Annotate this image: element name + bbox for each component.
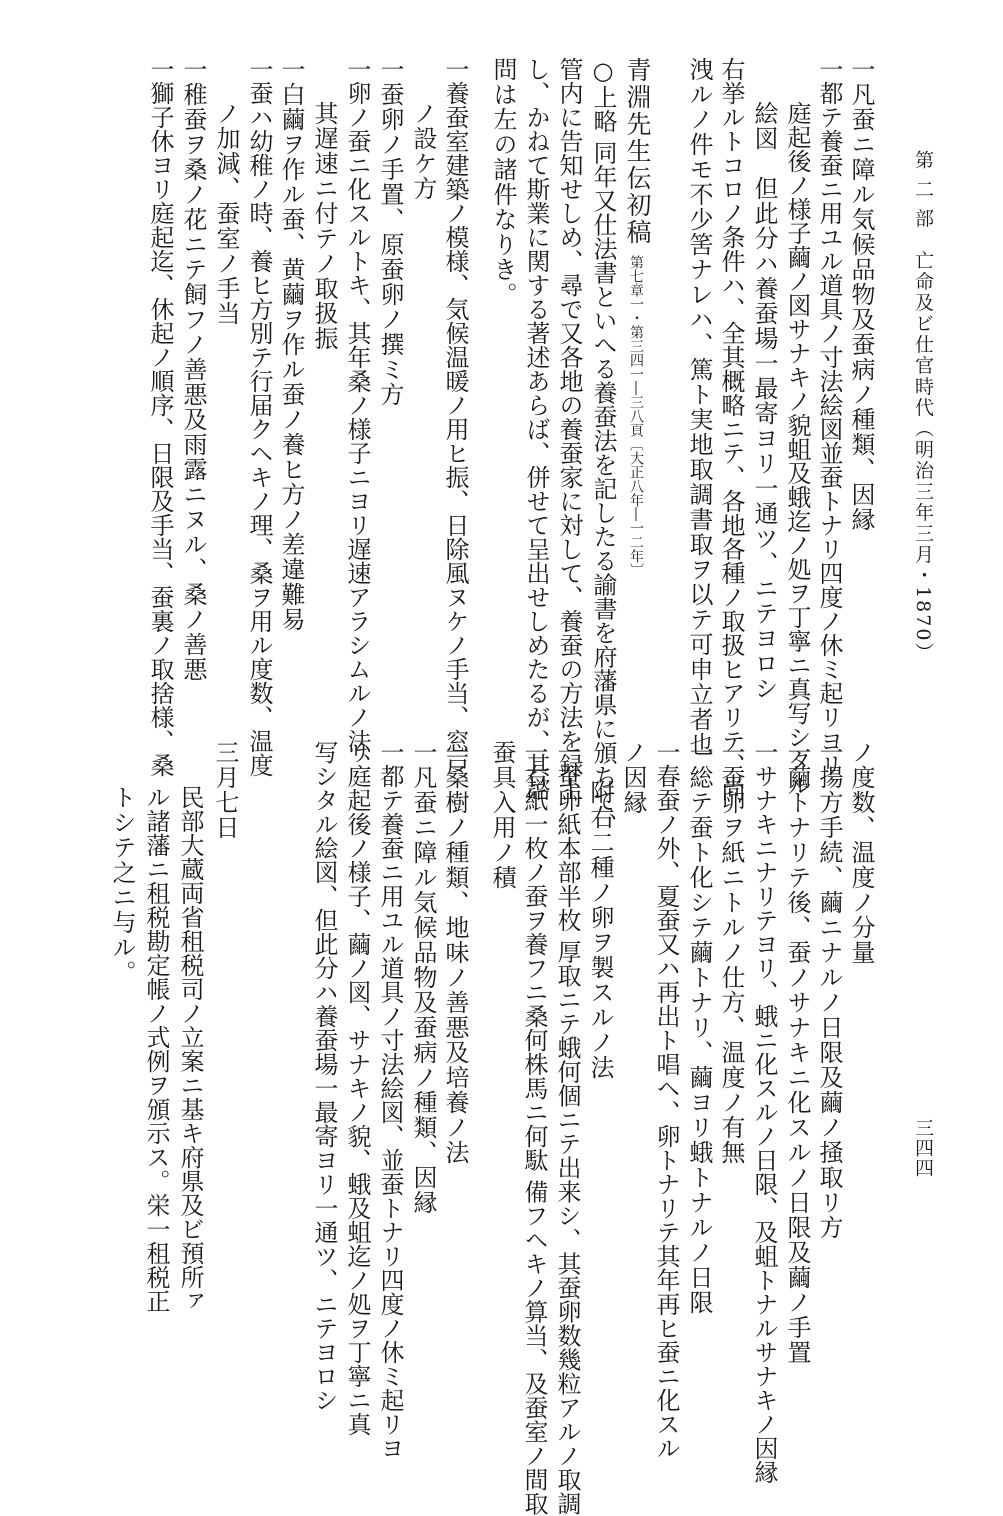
text-column: 一揚方手続、繭ニナルノ日限及繭ノ掻取リ方 [815,740,843,1240]
text-column: 一繭トナリテ後、蚕ノサナキニ化スルノ日限及繭ノ手置 [783,740,811,1365]
text-column: 一稚蚕ヲ桑ノ花ニテ飼フノ善悪及雨露ニヌル、桑ノ善悪 [179,57,207,682]
source-title: 青淵先生伝初稿 [623,57,652,246]
text-column: 洩ルノ件モ不少筈ナレハ、篤ト実地取調書取ヲ以テ可申立者也 [685,57,713,757]
text-column: ノ因縁 [619,740,647,815]
text-column: 一都テ養蚕ニ用ユル道具ノ寸法絵図並蚕トナリ四度ノ休ミ起リヨリ [815,57,843,777]
text-column: ル諸藩ニ租税勘定帳ノ式例ヲ頒示ス。栄一租税正 [142,785,170,1313]
text-column: トシテ之ニ与ル。 [108,785,136,985]
text-column: ノ度数、温度ノ分量 [847,740,875,965]
text-column: 一総テ蚕ト化シテ繭トナリ、繭ヨリ蛾トナルノ日限 [685,740,713,1315]
text-column: 附右二種ノ卵ヲ製スルノ法 [586,780,614,1080]
text-column: 一桑樹ノ種類、地味ノ善悪及培養ノ法 [441,740,469,1165]
text-column: ノ設ケ方 [409,101,437,201]
text-column: 一右紙一枚ノ蚕ヲ養フニ桑何株馬ニ何駄 備フヘキノ算当、及蚕室ノ間取 [520,740,548,1516]
text-column: ○上略 同年又仕法書といへる養蚕法を記したる諭書を府藩県に頒ちて、 [589,57,617,837]
text-column: 一卵ノ蚕ニ化スルトキ、其年桑ノ様子ニヨリ遅速アラシムルノ法、 [343,57,371,777]
text-column: 一蚕ハ幼稚ノ時、養ヒ方別テ行届クヘキノ理、桑ヲ用ル度数、温度 [245,57,273,777]
date-heading: 三月七日 [211,740,239,840]
text-column: 一獅子休ヨリ庭起迄、休起ノ順序、日限及手当、蚕裏ノ取捨様、桑 [146,57,174,777]
text-column: 一養蚕室建築ノ模様、気候温暖ノ用ヒ振、日除風ヌケノ手当、窓戸 [441,57,469,777]
text-column: 一蚕卵紙本部半枚 厚取ニテ蛾何個ニテ出来シ、其蚕卵数幾粒アルノ取調 [553,740,581,1516]
running-head: 第 二 部 亡命及ビ仕官時代（明治三年三月・1870） [912,150,934,664]
page-number: 三四四 [912,1118,934,1178]
text-column: 其遅速ニ付テノ取扱振 [310,101,338,351]
text-column: 絵図 但此分ハ養蚕場一最寄ヨリ一通ツ、ニテヨロシ [750,101,778,701]
text-column: 一蚕卵ノ手置、原蚕卵ノ撰ミ方 [376,57,404,407]
text-column: ノ加減、蚕室ノ手当 [212,101,240,326]
text-column: リ庭起後ノ様子、繭ノ図、サナキノ貌、蛾及蛆迄ノ処ヲ丁寧ニ真 [343,740,371,1436]
source-citation: 第七章一・第三四一―三八頁〔大正八年―一二年〕 [628,255,644,577]
text-column: 右挙ルトコロノ条件ハ、全其概略ニテ、各地各種ノ取扱ヒアリテ、尚 [717,57,745,801]
text-column: し、かねて斯業に関する著述あらば、併せて呈出せしめたるが、其諮 [522,57,550,801]
text-column: 管内に告知せしめ、尋で又各地の養蚕家に対して、養蚕の方法を録上 [555,57,583,801]
text-column: 一蚕卵ヲ紙ニトルノ仕方、温度ノ有無 [717,740,745,1165]
text-column: 一春蚕ノ外、夏蚕又ハ再出ト唱ヘ、卵トナリテ其年再ヒ蚕ニ化スル [652,740,680,1460]
text-column: 一都テ養蚕ニ用ユル道具ノ寸法絵図、並蚕トナリ四度ノ休ミ起リヨ [376,740,404,1460]
text-column: 蚕具入用ノ積 [488,740,516,890]
text-column: 問は左の諸件なりき。 [489,57,517,307]
text-column: 写シタル絵図、但此分ハ養蚕場一最寄ヨリ一通ツ、ニテヨロシ [310,740,338,1412]
text-column: 一凡蚕ニ障ル気候品物及蚕病ノ種類、因縁 [409,740,437,1215]
text-column: 民部大蔵両省租税司ノ立案ニ基キ府県及ビ預所ァ [176,785,204,1313]
text-column: 一サナキニナリテヨリ、蛾ニ化スルノ日限、及蛆トナルサナキノ因縁 [750,740,778,1484]
text-column: 一凡蚕ニ障ル気候品物及蚕病ノ種類、因縁 [847,57,875,532]
text-column: 一白繭ヲ作ル蚕、黄繭ヲ作ル蚕ノ養ヒ方ノ差違難易 [277,57,305,632]
text-column: 庭起後ノ様子繭ノ図サナキノ貌蛆及蛾迄ノ処ヲ丁寧ニ真写シタル [783,101,811,797]
